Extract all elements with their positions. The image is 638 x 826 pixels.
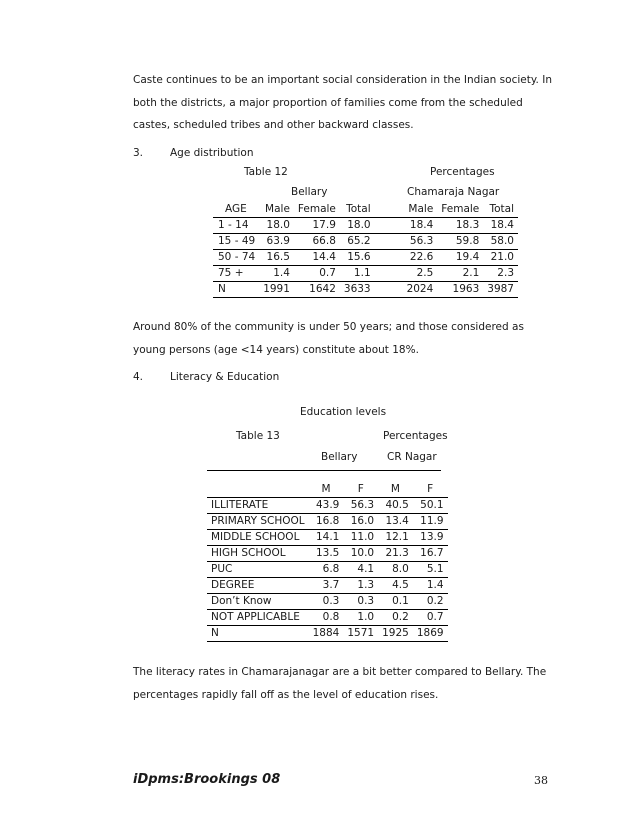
table-cell: 1963 [437,282,483,298]
table12-gap [375,266,403,282]
table-cell: 17.9 [294,218,340,234]
table-cell: 66.8 [294,234,340,250]
table-cell: 12.1 [378,530,413,546]
table-row [213,282,518,298]
table-cell: 2.3 [483,266,518,282]
table-cell: 56.3 [343,498,378,514]
table-cell: HIGH SCHOOL [207,546,309,562]
table-cell: 4.5 [378,578,413,594]
table12-gap [375,234,403,250]
table-row [207,626,448,642]
table-cell: 0.2 [378,610,413,626]
table-row [207,498,448,514]
table12-unit: Percentages [430,166,495,178]
table-cell: 16.0 [343,514,378,530]
table-cell: 22.6 [403,250,438,266]
table-cell: 1.4 [259,266,294,282]
table-cell: 1.3 [343,578,378,594]
table-cell: 0.3 [309,594,344,610]
table-cell: 4.1 [343,562,378,578]
table12-gap [375,282,403,298]
table-cell: 0.2 [413,594,448,610]
table-cell: 0.3 [343,594,378,610]
section-4-title: Literacy & Education [170,371,280,383]
table-cell: PUC [207,562,309,578]
table13-col-level [207,482,309,498]
table-cell: MIDDLE SCHOOL [207,530,309,546]
table-row [207,594,448,610]
table-cell: 1869 [413,626,448,642]
table12-gap [375,202,403,218]
table-12 [213,202,518,298]
table12-group-chamaraja: Chamaraja Nagar [407,186,500,198]
table-cell: 16.7 [413,546,448,562]
table-cell: 50 - 74 [213,250,259,266]
age-paragraph: Around 80% of the community is under 50 years; and those considered as young persons (age <14 years) constitute about 18%. [133,321,524,356]
table-cell: 75 + [213,266,259,282]
table-cell: 11.0 [343,530,378,546]
table-cell: 0.8 [309,610,344,626]
table-cell: 1642 [294,282,340,298]
section-3-number: 3. [133,147,144,159]
table-cell: 16.5 [259,250,294,266]
table-cell: 14.4 [294,250,340,266]
table-cell: ILLITERATE [207,498,309,514]
table12-col-male-b: Male [259,202,294,218]
page-number: 38 [534,774,548,787]
table-cell: 18.0 [259,218,294,234]
table-cell: 15.6 [340,250,375,266]
table13-caption: Table 13 [236,430,280,442]
table13-group-crnagar: CR Nagar [387,451,437,463]
table-cell: 10.0 [343,546,378,562]
table-cell: 18.0 [340,218,375,234]
literacy-paragraph: The literacy rates in Chamarajanagar are a bit better compared to Bellary. The percentages rapidly fall off as the level of education rises. [133,666,547,701]
table-cell: 21.3 [378,546,413,562]
table-cell: 0.1 [378,594,413,610]
table-row [213,266,518,282]
table12-gap [375,218,403,234]
table-row [207,578,448,594]
table-row [207,562,448,578]
table-cell: 11.9 [413,514,448,530]
section-3-title: Age distribution [170,147,254,159]
table13-top-rule [207,470,441,471]
table12-col-female-c: Female [437,202,483,218]
table-cell: 14.1 [309,530,344,546]
table-cell: DEGREE [207,578,309,594]
intro-paragraph: Caste continues to be an important social consideration in the Indian society. In both the districts, a major proportion of families come from the scheduled castes, scheduled tribes and other backward classes. [133,74,552,131]
table-cell: 3633 [340,282,375,298]
table-cell: 3.7 [309,578,344,594]
table-cell: 59.8 [437,234,483,250]
table12-col-total-b: Total [340,202,375,218]
table-cell: 1.1 [340,266,375,282]
table13-col-m-b: M [309,482,344,498]
table-cell: 13.4 [378,514,413,530]
table-cell: 15 - 49 [213,234,259,250]
table13-col-f-b: F [343,482,378,498]
table-cell: 40.5 [378,498,413,514]
table-cell: 18.3 [437,218,483,234]
table12-col-age: AGE [213,202,259,218]
table12-col-total-c: Total [483,202,518,218]
table-row [213,250,518,266]
table-cell: 2.5 [403,266,438,282]
table12-gap [375,250,403,266]
table13-group-bellary: Bellary [321,451,358,463]
table13-col-f-c: F [413,482,448,498]
table-cell: NOT APPLICABLE [207,610,309,626]
table12-col-female-b: Female [294,202,340,218]
table-cell: 1.4 [413,578,448,594]
table-cell: 2.1 [437,266,483,282]
table-cell: 63.9 [259,234,294,250]
table13-header-row [207,482,448,498]
footer-publication: iDpms:Brookings 08 [133,772,281,787]
table-cell: 65.2 [340,234,375,250]
table12-caption: Table 12 [244,166,288,178]
table-cell: 50.1 [413,498,448,514]
table-cell: PRIMARY SCHOOL [207,514,309,530]
table-cell: 16.8 [309,514,344,530]
table-cell: 6.8 [309,562,344,578]
table-cell: 1925 [378,626,413,642]
table13-title: Education levels [300,406,387,418]
table-cell: 21.0 [483,250,518,266]
table-cell: 18.4 [403,218,438,234]
section-4-number: 4. [133,371,144,383]
table-row [207,546,448,562]
table-row [213,234,518,250]
table-cell: 0.7 [294,266,340,282]
table-cell: Don’t Know [207,594,309,610]
table12-col-male-c: Male [403,202,438,218]
table-cell: 1 - 14 [213,218,259,234]
table-13 [207,482,448,642]
table-cell: 1991 [259,282,294,298]
table-cell: 19.4 [437,250,483,266]
table-row [213,218,518,234]
table-cell: 58.0 [483,234,518,250]
table12-header-row [213,202,518,218]
table-cell: 1.0 [343,610,378,626]
table13-col-m-c: M [378,482,413,498]
table-cell: 1884 [309,626,344,642]
table12-group-bellary: Bellary [291,186,328,198]
table13-unit: Percentages [383,430,448,442]
table-row [207,530,448,546]
table-cell: 0.7 [413,610,448,626]
table-cell: 1571 [343,626,378,642]
table-row [207,514,448,530]
table-cell: 8.0 [378,562,413,578]
table-cell: 3987 [483,282,518,298]
table-cell: 2024 [403,282,438,298]
table-cell: 18.4 [483,218,518,234]
table-cell: 43.9 [309,498,344,514]
table-row [207,610,448,626]
table-cell: 13.9 [413,530,448,546]
table-cell: 5.1 [413,562,448,578]
table-cell: 13.5 [309,546,344,562]
table-cell: N [213,282,259,298]
table-cell: 56.3 [403,234,438,250]
table-cell: N [207,626,309,642]
